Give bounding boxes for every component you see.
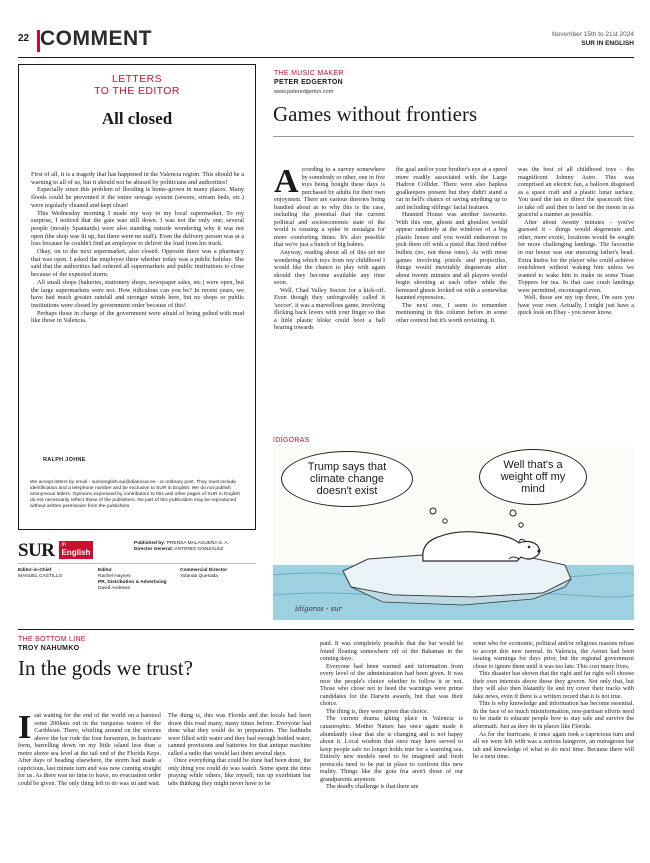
section-title-bar <box>37 30 40 52</box>
paragraph: As for the hurricane, it once again took a capricious turn and all we were left with was a serious hangover, an outrageous bar tab and knowledge of what to do next time. Because there will be a next time. <box>473 730 634 761</box>
bottom-headline: In the gods we trust? <box>18 656 193 680</box>
paragraph: Haunted House was another favourite. With this one, ghosts and ghoulies would appear randomly at the windows of a big plastic house and you would endeavour to pick them off with a pistol that fired rubber bullets (no, not those ones). As with most games involving pistols and projectiles, things would inevitably degenerate after about twenty minutes and all players would begin shooting at each other while the bemused ghosts looked on with a somewhat haunted expression. <box>396 211 507 302</box>
paragraph: Okay, on to the next supermarket, also closed. Opposite there was a pharmacy that was open. I asked the employee there whether today was a public holiday. She said that the authorities had ordered all supermarkets and public institutions to close because of the expected storm. <box>31 248 244 279</box>
paragraph: the goal and/or your brother's eye at a speed more readily associated with the Large Hadron Collider. There were also hapless goalkeepers present but they didn't stand a cat in hell's chance of saving anything up to and including siblings' facial features. <box>396 166 507 211</box>
cartoon-bubble-tails <box>273 447 634 620</box>
paragraph: First of all, it is a tragedy that has happened in the Valencia region. This should be a warning to all of us, but it should not be abused by politicians and authorities! <box>31 171 244 186</box>
editor-in-chief-label: Editor-in-Chief <box>18 568 52 573</box>
section-title: COMMENT <box>40 27 152 50</box>
music-column-1 <box>274 163 385 332</box>
cartoon-label: IDÍGORAS <box>273 437 310 444</box>
staff-editor <box>98 568 167 592</box>
letters-headline: All closed <box>101 109 173 128</box>
music-column-2 <box>396 166 507 324</box>
bottom-column-4 <box>473 640 634 761</box>
issue-date: November 15th to 21st 2024 <box>551 31 634 38</box>
paragraph: This Wednesday morning I made my way to my local supermarket. To my surprise, I noticed that the gate was still down. I was not the only one; several people (mostly Spaniards) were also standing outside wondering why it was not open (the shop was lit up, but there were no staff). Even the delivery person was at a loss because he couldn't find an employee to deliver the load from his truck. <box>31 209 244 248</box>
paragraph: The current drama taking place in Valencia is catastrophic. Mother Nature has once again made it abundantly clear that she is changing and is not happy about it. Local wisdom that once may have served to keep people safe no longer holds true for a warming sea. Entirely new models need to be imagined and fresh protocols need to be put in place to confront this new reality. Things like the gota fría aren't those of our grandparents anymore. <box>320 715 463 783</box>
paragraph: This disaster has shown that the right and far right will choose their own interests above those they govern. Not only that, but they will also then blatantly lie and try cover their tracks with fake news, even if there is a written record that it is not true. <box>473 670 634 700</box>
music-column-3 <box>518 166 634 317</box>
paragraph: All small shops (bakeries, stationery shops, newspaper sales, etc.) were open, but the large supermarkets were not. How ridiculous can you be? In recent years, we have had much greater rainfall and stronger winds here, but no shops or public institutions were closed by government order because of this! <box>31 278 244 309</box>
logo-english: English <box>61 548 91 557</box>
paragraph: After about twenty minutes - you've guessed it - things would degenerate and other, more exotic, locations would be sought for more challenging landings. The favourite in our house was our snoozing father's head. Extra kudos for the player who could achieve touchdown without waking him unless we wanted to wake him to make us some Toast Toppers for tea. In that case crash landings were permitted, encouraged even. <box>518 218 634 294</box>
paragraph: some who for economic, political and/or religious reasons refuse to accept this new normal. In Valencia, the Aemet had been issuing warnings for days prior, but the regional government chose to ignore them until it was too late. This cost many lives. <box>473 640 634 670</box>
director: ANTONIO GONZÁLEZ <box>174 547 224 553</box>
page-number: 22 <box>18 33 30 44</box>
music-author: PETER EDGERTON <box>274 79 344 86</box>
bottom-rule <box>18 629 634 630</box>
published-by-label: Published by: <box>134 541 166 546</box>
sur-logo <box>18 540 93 561</box>
bottom-column-2 <box>168 712 311 787</box>
bottom-kicker: THE BOTTOM LINE <box>18 636 86 643</box>
paragraph: Well, those are my top three, I'm sure you have your own. Actually, I might just have a quick look on Ebay - you never know. <box>518 294 634 317</box>
logo-english-badge <box>59 541 94 559</box>
paragraph: The thing is, this was Florida and the locals had been down this road many, many times before. Everyone had done what they could do in preparation. The bathtubs were filled with water and they had enough bottled water, canned provisions and batteries for that antique machine called a radio that would last them several days. <box>168 712 311 757</box>
drop-cap: A <box>274 163 299 200</box>
editor: Rachel Haynes <box>98 574 131 579</box>
letters-kicker <box>19 73 255 97</box>
letters-kicker-line1: LETTERS <box>111 73 163 85</box>
music-headline: Games without frontiers <box>273 102 478 126</box>
cartoon-panel <box>273 447 634 620</box>
editor-in-chief: MANUEL CASTILLO <box>18 574 63 579</box>
paragraph: paid. It was completely possible that the bar would be found floating somewhere off of the Bahamas in the coming days. <box>320 640 463 663</box>
commercial: Yolanda Quesada <box>180 574 218 579</box>
music-website: www.peteredgerton.com <box>274 89 334 95</box>
publisher-info <box>134 541 229 554</box>
director-label: Director General: <box>134 547 174 553</box>
letters-kicker-line2: TO THE EDITOR <box>94 85 180 97</box>
paragraph: Especially since this problem of flooding is home-grown in many places. Many floods could be prevented if the entire sewage system (sewers, stream beds, etc.) were regularly cleaned and kept clean! <box>31 186 244 209</box>
letters-notice: We accept letters by email - surinenglish.sui@diariosur.es - or ordinary post. They must include identification and a telephone number and be exclusive to SUR in English. We do not publish anonymous letters. Opinions expressed by contributors to this and other pages of SUR in English do not necessarily reflect those of the publishers. No part of this publication may be reproduced without written permission from the publishers. <box>30 480 241 509</box>
paragraph: The deadly challenge is that there are <box>326 783 419 791</box>
logo-sur: SUR <box>18 540 55 561</box>
letters-body <box>31 171 244 325</box>
cartoon-signature: idígoras - sur <box>295 605 343 613</box>
cartoon-bubble-right: Well that's a weight off my mind <box>479 449 587 505</box>
music-kicker: THE MUSIC MAKER <box>274 70 344 77</box>
paper-name: SUR IN ENGLISH <box>581 40 634 47</box>
paragraph: Perhaps those in charge of the government were afraid of being pelted with mud like those in Valencia. <box>31 309 244 325</box>
pr-label: PR, Distribution & Advertising <box>98 580 167 585</box>
bottom-column-1 <box>18 709 161 787</box>
music-rule <box>273 136 634 137</box>
paragraph: was the best of all childhood toys - the magnificent Johnny Astro. This was comprised an electric fan, a balloon disguised as a space craft and a plastic lunar surface. You used the fan to direct the spacecraft first to take off and then to land on the moon in as graceful a manner as possible. <box>518 166 634 219</box>
logo-in: in <box>61 542 67 548</box>
paragraph: Anyway, reading about all of this set me wondering which toys from my childhood I would like the chance to play with again should they become available any time soon. <box>274 249 385 287</box>
bottom-author: TROY NAHUMKO <box>18 645 80 652</box>
commercial-label: Commercial Director <box>180 568 228 573</box>
cartoon-bubble-left: Trump says that climate change doesn't exist <box>281 451 413 507</box>
paragraph: Once everything that could be done had been done, the only thing you could do was watch. Some spent the time praying while others, like myself, ran up exorbitant bar tabs thinking they might never have to be <box>168 757 311 787</box>
pr: David Andrews <box>98 586 130 591</box>
drop-cap: I <box>18 709 32 746</box>
paragraph: sat waiting for the end of the world on a barstool some 200kms out in the turquoise waters of the Caribbean. There, whirling around on the screens above the bar rode the four horsemen, in hurricane form, barrelling down on my little island less than a metre above sea level at the tail end of the Florida Keys. After days of heading elsewhere, the storm had made a capricious, last minute turn and was now coming straight for us. As there was no time to leave, no evacuation order could be given. The only thing left to do was sit and wait. <box>18 712 161 787</box>
editor-label: Editor <box>98 568 112 573</box>
paragraph: The next one, I seem to remember mentioning in this column before in some other context but it's worth revisiting. It <box>396 301 507 324</box>
staff-editor-in-chief <box>18 568 62 580</box>
paragraph: Well, Chad Valley Soccer for a kick-off. Even though they unforgivably called it 'soccer', it was a marvellous game, involving flicking back levers with your finger so that a little plastic bloke could boot a ball bearing towards <box>274 286 385 332</box>
bottom-column-3 <box>320 640 463 791</box>
paragraph: Everyone had been warned and information from every level of the administration had been given. It was now the people's choice whether to follow it or not. Those who chose not to heed the warnings were prime candidates for the Darwin awards, but that was their choice. <box>320 662 463 708</box>
letters-box <box>18 64 256 530</box>
header-rule <box>18 57 634 58</box>
letters-author: RALPH JOHNE <box>43 457 86 463</box>
masthead-rule <box>18 563 256 564</box>
published-by: PRENSA MALAGUEÑA S. A. <box>166 541 229 546</box>
staff-commercial <box>180 568 227 580</box>
paragraph: ccording to a survey somewhere by somebody or other, one in five toys being bought these days is purchased by adults for their own enjoyment. There are various theories being bandied about as to why this is the case, including the potential that the current political and socioeconomic state of the world is causing a spike in nostalgia for more comforting times. It's also possible that we're just a bunch of big babies. <box>274 166 385 249</box>
paragraph: The thing is, they were given that choice. <box>326 707 429 715</box>
paragraph: This is why knowledge and information has become essential. In the face of so much misinformation, non-partisan efforts need to be made to educate people how to stay safe and survive the aftermath. Just as they do in places like Florida. <box>473 700 634 731</box>
